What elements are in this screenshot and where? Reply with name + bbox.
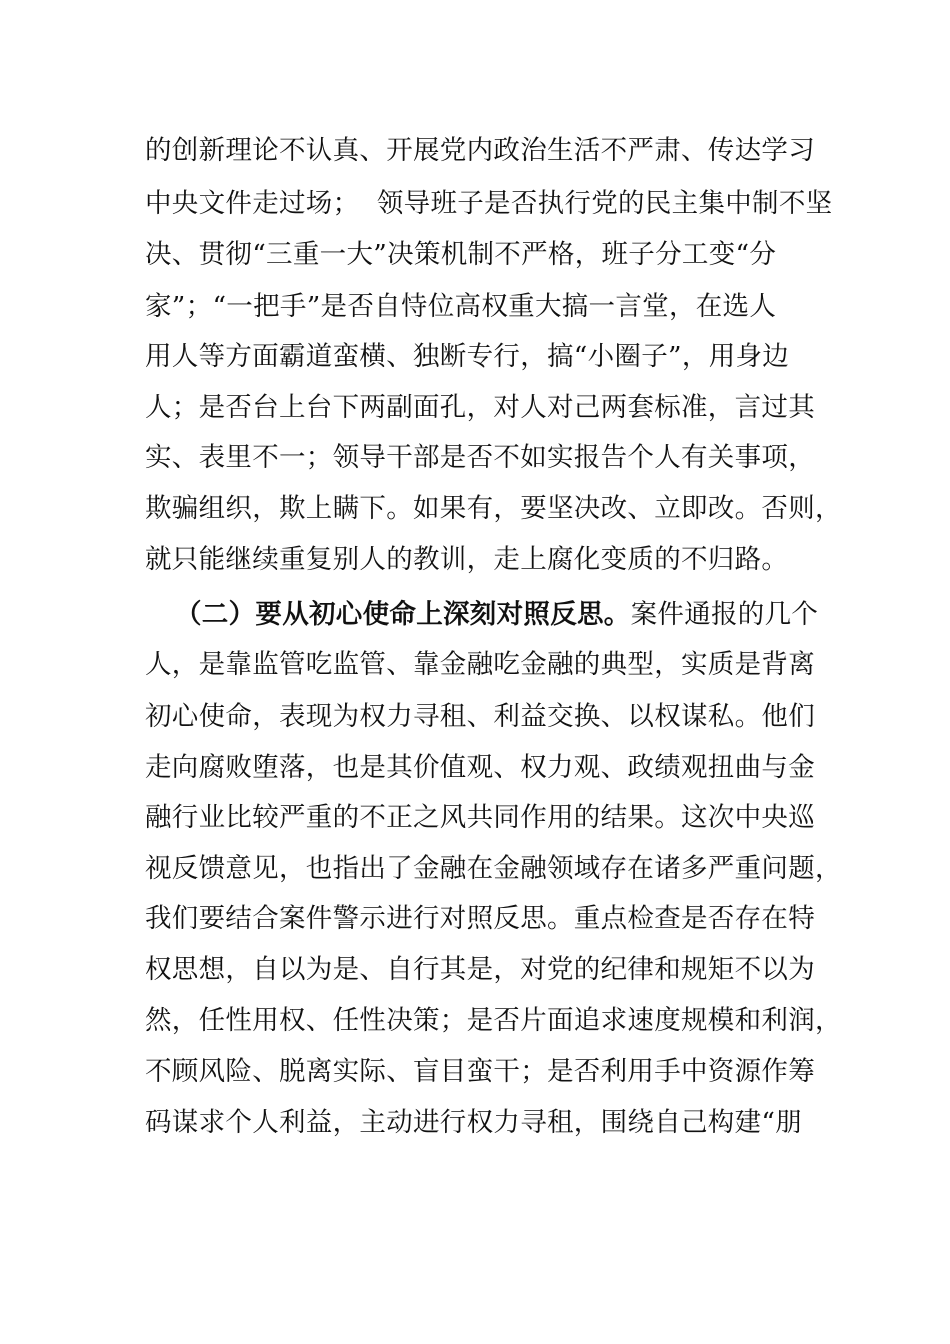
text-line: 不顾风险、脱离实际、盲目蛮干；是否利用手中资源作筹 — [145, 1056, 815, 1087]
text-line: 家”；“一把手”是否自恃位高权重大搞一言堂，在选人 — [145, 291, 777, 322]
text-line: 初心使命，表现为权力寻租、利益交换、以权谋私。他们 — [145, 701, 815, 732]
heading-continuation: 案件通报的几个 — [630, 599, 819, 630]
text-line: 码谋求个人利益，主动进行权力寻租，围绕自己构建“朋 — [145, 1107, 803, 1138]
text-line: 人；是否台上台下两副面孔，对人对己两套标准，言过其 — [145, 392, 815, 423]
text-line: 视反馈意见，也指出了金融在金融领域存在诸多严重问题， — [145, 853, 842, 884]
section-heading: （二）要从初心使命上深刻对照反思。 — [175, 599, 631, 630]
text-line: 的创新理论不认真、开展党内政治生活不严肃、传达学习 — [145, 135, 815, 166]
text-line: 决、贯彻“三重一大”决策机制不严格，班子分工变“分 — [145, 239, 777, 270]
text-line: 我们要结合案件警示进行对照反思。重点检查是否存在特 — [145, 903, 815, 934]
text-line: 就只能继续重复别人的教训，走上腐化变质的不归路。 — [145, 544, 789, 575]
text-line: 走向腐败堕落，也是其价值观、权力观、政绩观扭曲与金 — [145, 752, 815, 783]
text-line: 融行业比较严重的不正之风共同作用的结果。这次中央巡 — [145, 802, 815, 833]
text-line: 人，是靠监管吃监管、靠金融吃金融的典型，实质是背离 — [145, 649, 815, 680]
text-line: 然，任性用权、任性决策；是否片面追求速度规模和利润， — [145, 1005, 842, 1036]
text-line: 中央文件走过场； 领导班子是否执行党的民主集中制不坚 — [145, 188, 833, 219]
text-line: 实、表里不一；领导干部是否不如实报告个人有关事项， — [145, 442, 815, 473]
text-line-first — [175, 595, 818, 635]
text-line: 权思想，自以为是、自行其是，对党的纪律和规矩不以为 — [145, 954, 815, 985]
text-line: 欺骗组织，欺上瞒下。如果有，要坚决改、立即改。否则， — [145, 493, 842, 524]
text-line: 用人等方面霸道蛮横、独断专行，搞“小圈子”，用身边 — [145, 341, 790, 372]
